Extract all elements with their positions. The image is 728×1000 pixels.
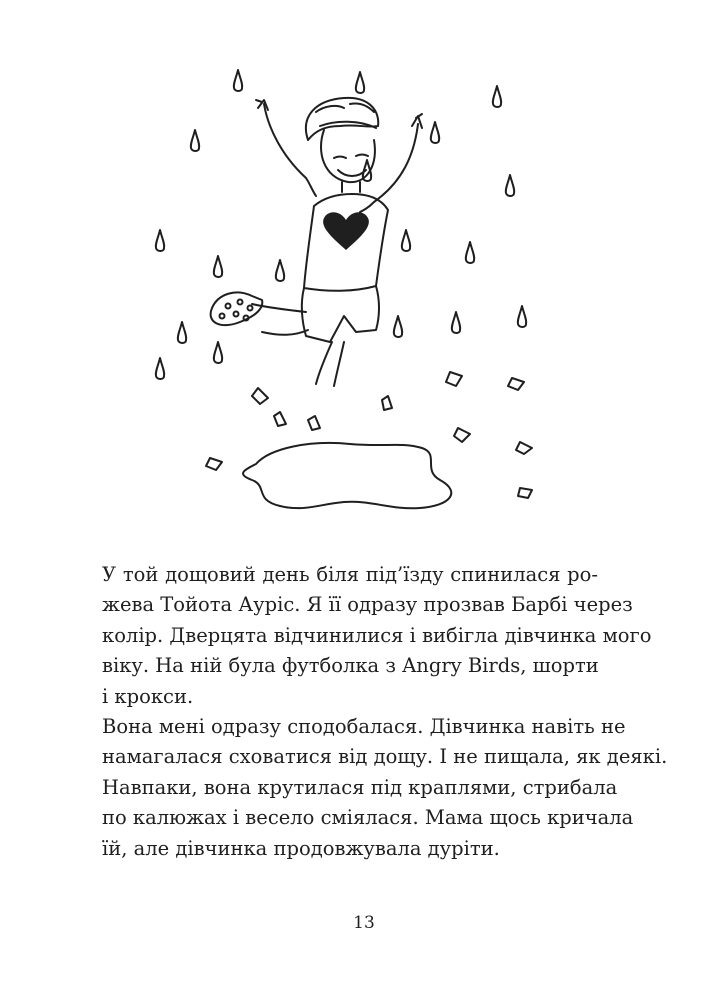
raindrop-icon — [493, 86, 501, 107]
raindrop-icon — [506, 175, 514, 196]
text-line: по калюжах і весело сміялася. Мама щось кричала — [102, 806, 634, 830]
raindrop-icon — [276, 260, 284, 281]
shoe-dot — [238, 300, 243, 305]
text-line: жева Тойота Ауріс. Я її одразу прозвав Барбі через — [102, 593, 633, 617]
shoe-dot — [244, 316, 249, 321]
raindrop-icon — [156, 230, 164, 251]
raindrop-icon — [402, 230, 410, 251]
raindrop-icon — [454, 428, 470, 442]
raindrop-icon — [382, 396, 392, 410]
girl-jumping-in-rain-illustration — [140, 60, 560, 520]
raindrop-icon — [452, 312, 460, 333]
raindrop-icon — [394, 316, 402, 337]
text-line: їй, але дівчинка продовжувала дуріти. — [102, 836, 500, 860]
puddle-icon — [243, 443, 451, 508]
text-line: Вона мені одразу сподобалася. Дівчинка навіть не — [102, 715, 626, 739]
shoe-dot — [226, 304, 231, 309]
page-number: 13 — [353, 913, 375, 933]
raindrop-icon — [191, 130, 199, 151]
text-line: У той дощовий день біля під’їзду спинилася ро- — [102, 563, 598, 586]
shorts — [302, 286, 379, 342]
raindrop-icon — [308, 416, 320, 430]
right-eye — [356, 155, 368, 157]
raindrop-icon — [466, 242, 474, 263]
text-line: Навпаки, вона крутилася під краплями, стрибала — [102, 775, 618, 799]
paragraph-2 — [70, 712, 668, 864]
text-line: колір. Дверцята відчинилися і вибігла дівчинка мого — [102, 623, 652, 647]
raindrop-icon — [431, 122, 439, 143]
raindrop-icon — [508, 378, 524, 390]
raindrop-icon — [274, 412, 286, 426]
shoe-dot — [220, 314, 225, 319]
text-line: намагалася сховатися від дощу. І не пищала, як деякі. — [102, 745, 668, 769]
left-eye — [334, 157, 346, 159]
raindrop-icon — [214, 342, 222, 363]
raindrop-icon — [446, 372, 462, 386]
raindrop-icon — [252, 388, 268, 404]
raindrop-icon — [518, 488, 532, 498]
shoe-dot — [234, 312, 239, 317]
raindrop-icon — [234, 70, 242, 91]
neck — [342, 182, 360, 192]
story-text — [70, 560, 668, 864]
raindrop-icon — [156, 358, 164, 379]
raindrop-icon — [516, 442, 532, 454]
raindrop-icon — [178, 322, 186, 343]
shoe — [211, 292, 263, 325]
left-hand — [256, 100, 268, 110]
raindrop-icon — [206, 458, 222, 470]
paragraph-1 — [70, 560, 652, 712]
text-line: віку. На ній була футболка з Angry Birds, шорти — [102, 654, 599, 678]
raindrop-icon — [518, 306, 526, 327]
right-leg — [316, 342, 344, 386]
shoe-dot — [248, 306, 253, 311]
heart-icon — [323, 212, 369, 250]
smile — [338, 170, 366, 176]
text-line: і крокси. — [102, 684, 194, 708]
hair — [306, 98, 378, 140]
raindrops — [156, 70, 532, 498]
raindrop-icon — [356, 72, 364, 93]
raindrop-icon — [214, 256, 222, 277]
girl-figure — [211, 98, 422, 386]
